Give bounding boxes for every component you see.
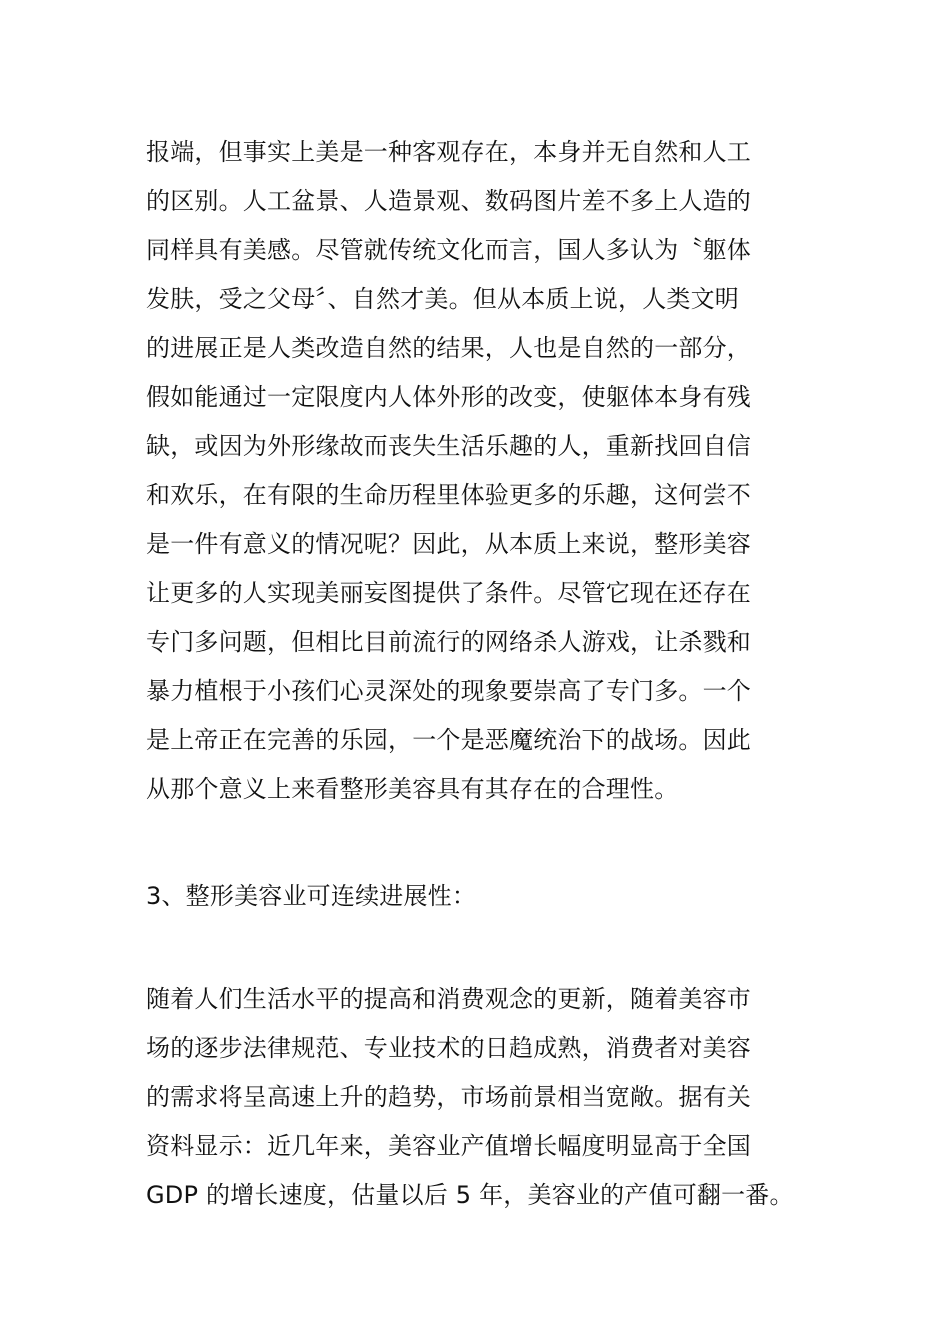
text-line: 从那个意义上来看整形美容具有其存在的合理性。 — [146, 775, 679, 803]
text-line: GDP 的增长速度，估量以后 5 年，美容业的产值可翻一番。 — [146, 1181, 794, 1209]
text-line: 的进展正是人类改造自然的结果，人也是自然的一部分， — [146, 334, 751, 362]
text-line: 和欢乐，在有限的生命历程里体验更多的乐趣，这何尝不 — [146, 481, 751, 509]
text-line: 场的逐步法律规范、专业技术的日趋成熟，消费者对美容 — [146, 1034, 751, 1062]
text-line: 发肤，受之父母〞、自然才美。但从本质上说，人类文明 — [146, 285, 739, 313]
text-line: 让更多的人实现美丽妄图提供了条件。尽管它现在还存在 — [146, 579, 751, 607]
text-line: 假如能通过一定限度内人体外形的改变，使躯体本身有残 — [146, 383, 751, 411]
text-line: 同样具有美感。尽管就传统文化而言，国人多认为〝躯体 — [146, 236, 751, 264]
text-line: 随着人们生活水平的提高和消费观念的更新，随着美容市 — [146, 985, 751, 1013]
text-line: 是上帝正在完善的乐园，一个是恶魔统治下的战场。因此 — [146, 726, 751, 754]
text-line: 缺，或因为外形缘故而丧失生活乐趣的人，重新找回自信 — [146, 432, 751, 460]
heading-line: 3、整形美容业可连续进展性： — [146, 882, 477, 910]
text-line: 报端，但事实上美是一种客观存在，本身并无自然和人工 — [146, 138, 751, 166]
text-line: 暴力植根于小孩们心灵深处的现象要崇高了专门多。一个 — [146, 677, 751, 705]
text-line: 的区别。人工盆景、人造景观、数码图片差不多上人造的 — [146, 187, 751, 215]
text-line: 资料显示：近几年来，美容业产值增长幅度明显高于全国 — [146, 1132, 751, 1160]
text-line: 专门多问题，但相比目前流行的网络杀人游戏，让杀戮和 — [146, 628, 751, 656]
text-line: 的需求将呈高速上升的趋势，市场前景相当宽敞。据有关 — [146, 1083, 751, 1111]
text-line: 是一件有意义的情况呢？因此，从本质上来说，整形美容 — [146, 530, 751, 558]
